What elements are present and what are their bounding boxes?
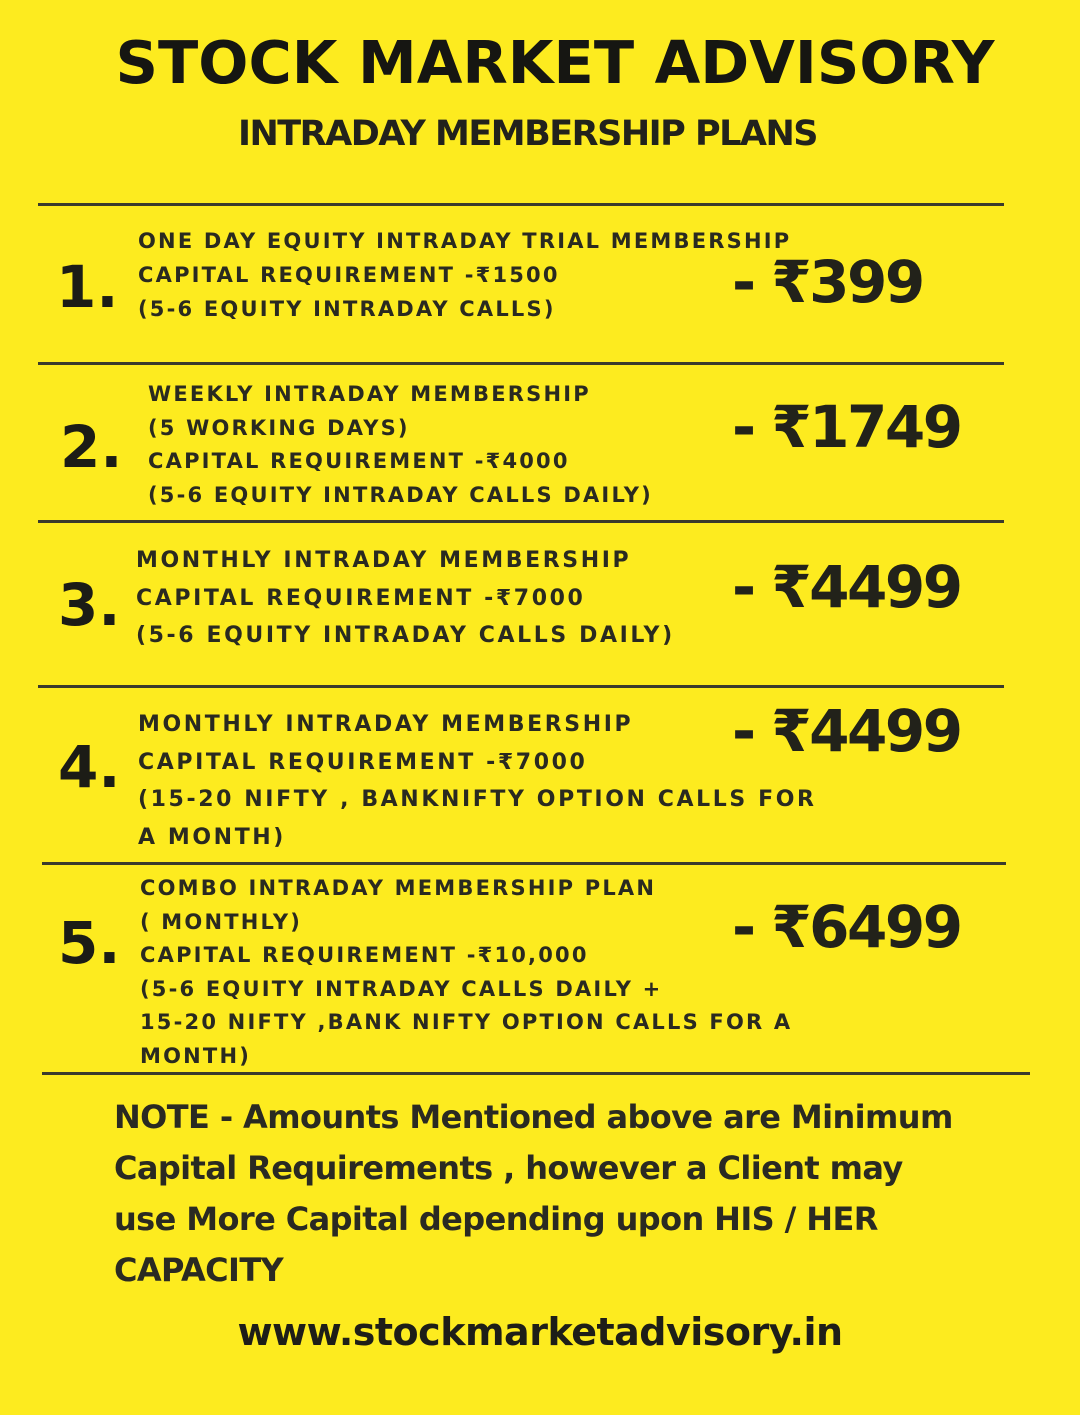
plan-detail-line: CAPITAL REQUIREMENT -₹7000 [138,749,588,775]
plan-details [148,378,653,512]
plan-detail-line: CAPITAL REQUIREMENT -₹4000 [148,449,570,473]
plan-detail-line: (5-6 EQUITY INTRADAY CALLS DAILY) [148,482,653,507]
plan-detail-line: ONE DAY EQUITY INTRADAY TRIAL MEMBERSHIP [138,229,792,253]
divider [38,685,1004,688]
divider [38,520,1004,523]
plan-number: 4. [58,733,121,801]
divider [42,862,1006,865]
note-text: NOTE - Amounts Mentioned above are Minimum Capital Requirements , however a Client may use More Capital depending upon HIS / HER CAPACITY [114,1098,953,1289]
plan-price: - ₹6499 [732,893,961,961]
plan-price: - ₹399 [732,248,923,316]
website-link[interactable]: www.stockmarketadvisory.in [237,1310,843,1354]
plan-price: - ₹1749 [732,393,961,461]
plan-details [140,872,792,1073]
plan-number: 5. [58,909,121,977]
plan-details [138,224,791,326]
plan-detail-line: ( MONTHLY) [140,909,303,934]
divider [38,362,1004,365]
plan-price: - ₹4499 [732,553,961,621]
divider [42,1072,1030,1075]
plan-detail-line: MONTHLY INTRADAY MEMBERSHIP [138,712,634,737]
plan-detail-line: (15-20 NIFTY , BANKNIFTY OPTION CALLS FOR [138,787,817,812]
plan-number: 1. [56,253,119,321]
page-title: STOCK MARKET ADVISORY [115,28,995,97]
plan-detail-line: (5-6 EQUITY INTRADAY CALLS) [138,297,556,321]
divider [38,203,1004,206]
plan-detail-line: MONTH) [140,1043,252,1068]
plan-detail-line: CAPITAL REQUIREMENT -₹7000 [136,585,586,611]
plan-detail-line: CAPITAL REQUIREMENT -₹1500 [138,263,560,287]
plan-number: 3. [58,571,121,639]
plan-detail-line: (5-6 EQUITY INTRADAY CALLS DAILY) [136,623,675,648]
plan-details [136,542,675,655]
plan-detail-line: WEEKLY INTRADAY MEMBERSHIP [148,382,591,406]
plan-detail-line: (5-6 EQUITY INTRADAY CALLS DAILY + [140,976,663,1001]
plan-detail-line: (5 WORKING DAYS) [148,415,410,440]
page-subtitle: INTRADAY MEMBERSHIP PLANS [237,114,818,154]
plan-detail-line: CAPITAL REQUIREMENT -₹10,000 [140,943,589,967]
plan-number: 2. [60,413,123,481]
plan-detail-line: MONTHLY INTRADAY MEMBERSHIP [136,548,632,573]
plan-details [138,706,817,856]
plan-detail-line: COMBO INTRADAY MEMBERSHIP PLAN [140,876,657,900]
plan-price: - ₹4499 [732,697,961,765]
plan-detail-line: 15-20 NIFTY ,BANK NIFTY OPTION CALLS FOR A [140,1010,793,1034]
plan-detail-line: A MONTH) [138,824,286,850]
